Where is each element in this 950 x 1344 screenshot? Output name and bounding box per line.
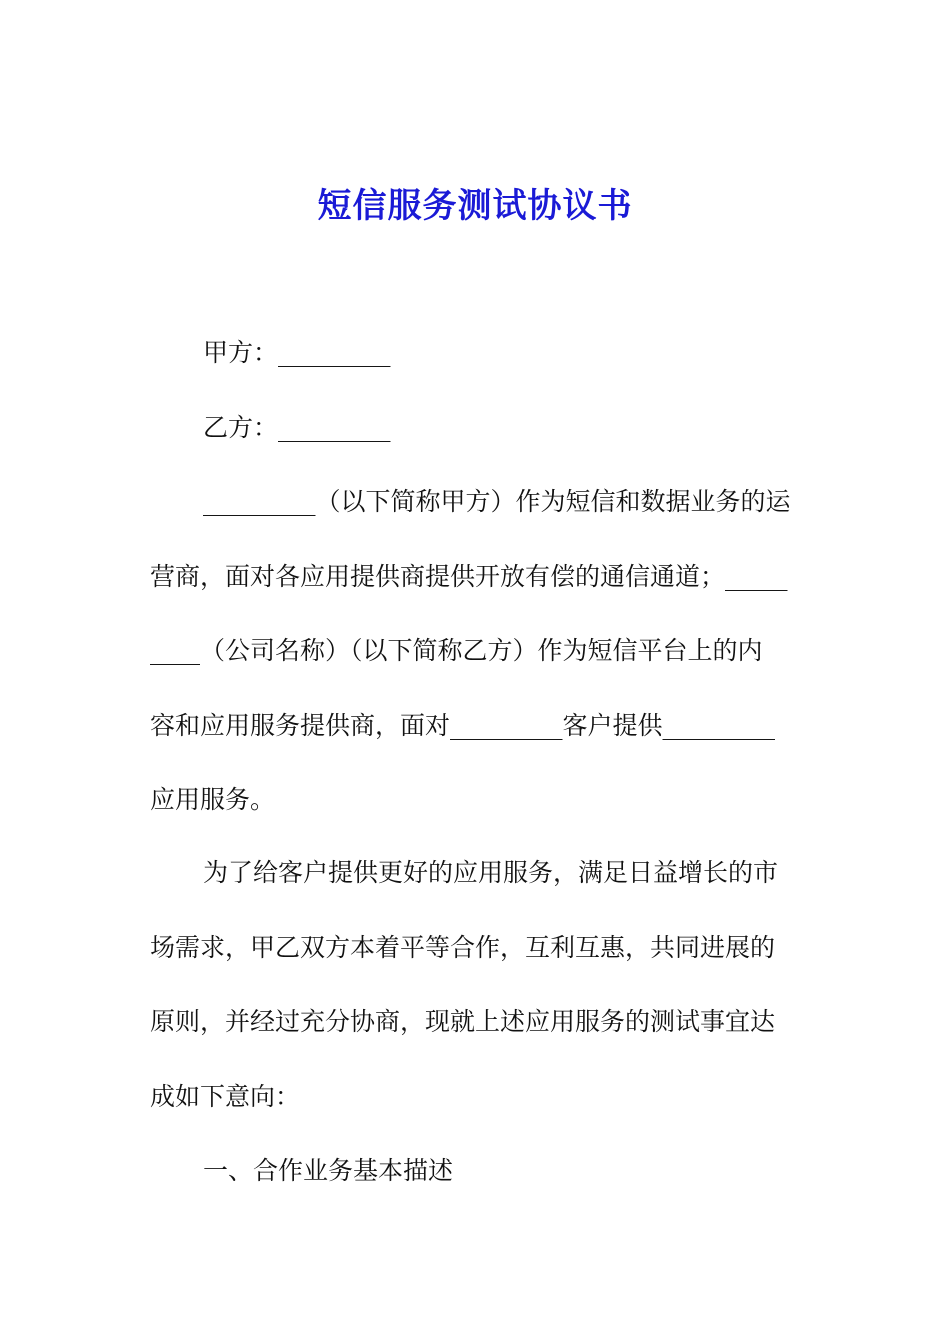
paragraph-line: 应用服务。 [150,785,276,814]
section-heading: 一、合作业务基本描述 [203,1156,454,1185]
paragraph-line: 容和应用服务提供商，面对_________客户提供_________ [150,711,776,740]
paragraph-line: 为了给客户提供更好的应用服务，满足日益增长的市 [203,858,779,887]
party-b-line: 乙方：_________ [203,413,391,442]
paragraph-line: 原则，并经过充分协商，现就上述应用服务的测试事宜达 [150,1007,776,1036]
paragraph-line: 营商，面对各应用提供商提供开放有偿的通信通道；_____ [150,562,788,591]
party-a-line: 甲方：_________ [203,338,391,367]
paragraph-line: ____（公司名称）（以下简称乙方）作为短信平台上的内 [150,636,763,665]
paragraph-line: _________（以下简称甲方）作为短信和数据业务的运 [203,487,791,516]
paragraph-line: 成如下意向： [150,1082,301,1111]
document-title: 短信服务测试协议书 [317,186,633,226]
paragraph-line: 场需求，甲乙双方本着平等合作，互利互惠，共同进展的 [150,933,776,962]
